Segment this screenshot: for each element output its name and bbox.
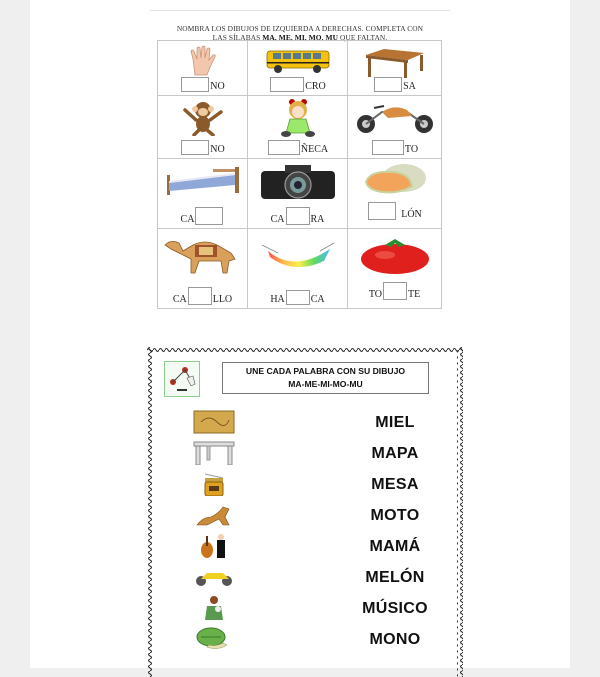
word-label: CA RA bbox=[248, 207, 347, 225]
top-divider bbox=[150, 10, 450, 11]
answer-box[interactable] bbox=[372, 140, 404, 155]
grid-cell-camera bbox=[248, 159, 348, 229]
grid-cell-doll bbox=[248, 96, 348, 159]
hammock-icon bbox=[258, 239, 338, 273]
motorcycle-icon bbox=[352, 102, 438, 134]
answer-box[interactable] bbox=[181, 140, 209, 155]
instruction-line1: NOMBRA LOS DIBUJOS DE IZQUIERDA A DERECHAS. COMPLETA CON bbox=[176, 24, 424, 33]
match-word[interactable]: MIEL bbox=[375, 414, 415, 431]
word-label: ÑECA bbox=[248, 140, 347, 155]
tomato-icon bbox=[359, 235, 431, 275]
answer-box[interactable] bbox=[286, 290, 310, 305]
doll-icon bbox=[276, 99, 320, 139]
grid-cell-bus bbox=[248, 41, 348, 96]
hand-icon bbox=[183, 45, 223, 77]
match-word[interactable]: MOTO bbox=[370, 507, 420, 524]
syllable-grid bbox=[157, 40, 442, 309]
match-row bbox=[0, 534, 600, 560]
melon-icon bbox=[360, 162, 430, 196]
word-label: LÓN bbox=[348, 202, 441, 220]
grid-cell-bed bbox=[158, 159, 248, 229]
answer-box[interactable] bbox=[383, 282, 407, 300]
match-row bbox=[0, 627, 600, 653]
word-label: SA bbox=[348, 77, 441, 92]
answer-box[interactable] bbox=[181, 77, 209, 92]
match-word[interactable]: MELÓN bbox=[365, 569, 425, 586]
bed-icon bbox=[163, 165, 243, 197]
word-label: NO bbox=[158, 77, 247, 92]
answer-box[interactable] bbox=[188, 287, 212, 305]
grid-cell-tomato bbox=[348, 229, 441, 308]
word-label: TO bbox=[348, 140, 441, 155]
map-icon[interactable] bbox=[193, 410, 235, 434]
match-word[interactable]: MAPA bbox=[371, 445, 419, 462]
answer-box[interactable] bbox=[270, 77, 304, 92]
answer-box[interactable] bbox=[368, 202, 396, 220]
grid-cell-melon bbox=[348, 159, 441, 229]
camel-icon bbox=[161, 233, 245, 275]
answer-box[interactable] bbox=[286, 207, 310, 225]
answer-box[interactable] bbox=[195, 207, 223, 225]
match-word[interactable]: MÚSICO bbox=[362, 600, 428, 617]
match-row bbox=[0, 565, 600, 591]
word-label: NO bbox=[158, 140, 247, 155]
match-row bbox=[0, 503, 600, 529]
exercise2-title: UNE CADA PALABRA CON SU DIBUJO bbox=[245, 366, 406, 376]
table-icon bbox=[362, 47, 428, 79]
musician-icon[interactable] bbox=[193, 534, 235, 558]
grid-cell-hand bbox=[158, 41, 248, 96]
table-icon[interactable] bbox=[193, 441, 235, 465]
bus-icon bbox=[263, 47, 333, 75]
monkey-icon[interactable] bbox=[193, 503, 235, 527]
grid-cell-motorcycle bbox=[348, 96, 441, 159]
exercise2-subtitle: MA-ME-MI-MO-MU bbox=[288, 379, 363, 389]
camera-icon bbox=[259, 163, 337, 201]
grid-cell-camel bbox=[158, 229, 248, 308]
match-row bbox=[0, 441, 600, 467]
mother-icon[interactable] bbox=[193, 596, 235, 620]
match-word[interactable]: MESA bbox=[371, 476, 419, 493]
word-label: CRO bbox=[248, 77, 347, 92]
instruction-line2: LAS SÍLABAS MA, ME, MI, MO, MU QUE FALTAN. bbox=[212, 33, 388, 42]
exercise2-title-box bbox=[222, 362, 429, 394]
match-row bbox=[0, 472, 600, 498]
match-row bbox=[0, 596, 600, 622]
monkey-icon bbox=[179, 100, 227, 136]
grid-cell-hammock bbox=[248, 229, 348, 308]
match-word[interactable]: MAMÁ bbox=[369, 538, 421, 555]
grid-cell-monkey bbox=[158, 96, 248, 159]
match-word[interactable]: MONO bbox=[369, 631, 421, 648]
answer-box[interactable] bbox=[268, 140, 300, 155]
answer-box[interactable] bbox=[374, 77, 402, 92]
melon-icon[interactable] bbox=[193, 627, 235, 651]
honey-jar-icon[interactable] bbox=[193, 472, 235, 496]
word-label: CA LLO bbox=[158, 287, 247, 305]
word-label: CA bbox=[158, 207, 247, 225]
match-row bbox=[0, 410, 600, 436]
word-label: TO TE bbox=[348, 282, 441, 300]
motorcycle-icon[interactable] bbox=[193, 565, 235, 589]
grid-cell-table bbox=[348, 41, 441, 96]
connect-activity-icon bbox=[164, 361, 200, 397]
word-label: HA CA bbox=[248, 290, 347, 305]
